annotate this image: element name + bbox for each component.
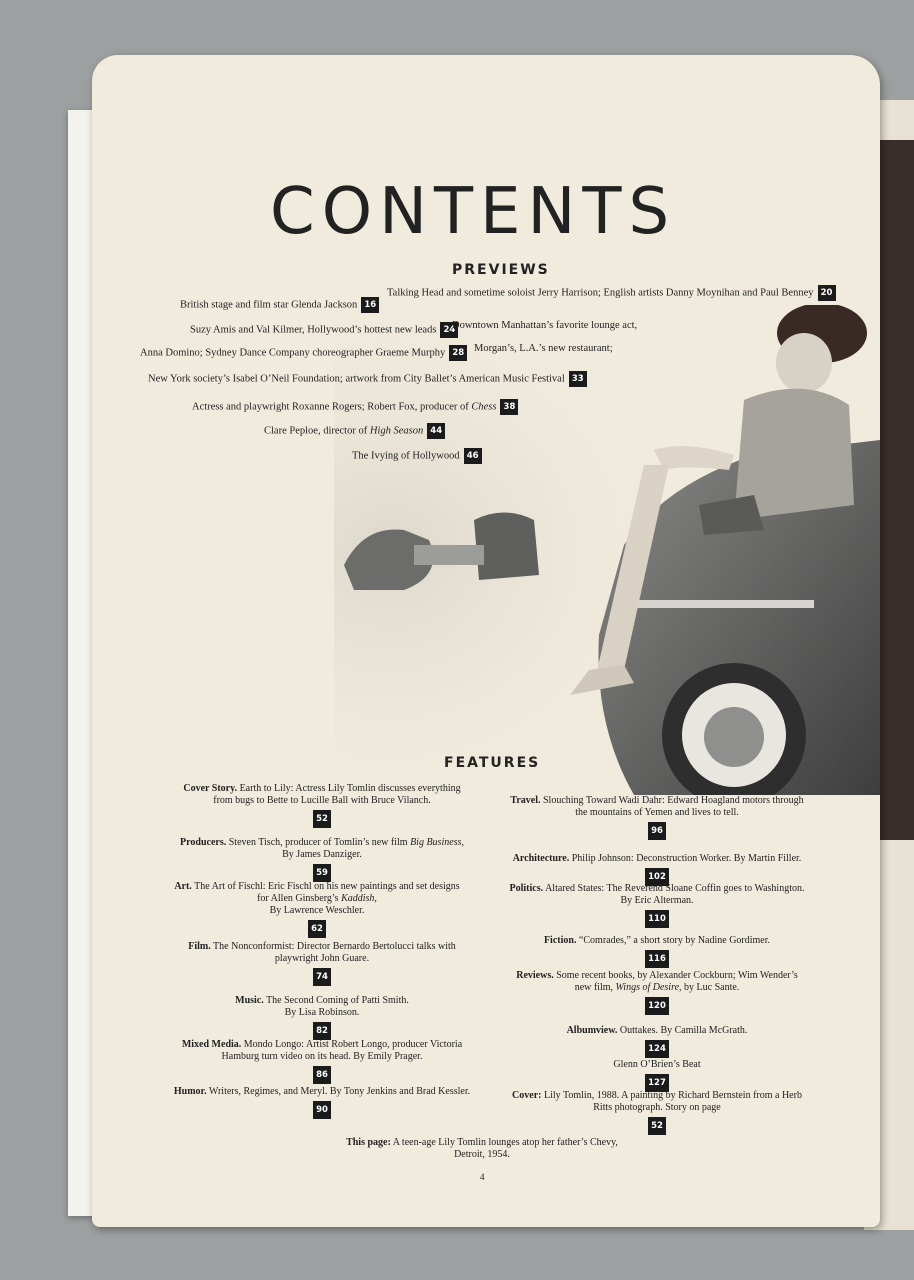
page-number-badge: 38: [500, 399, 518, 415]
preview-item: Suzy Amis and Val Kilmer, Hollywood’s hottest new leads 24: [190, 322, 458, 338]
preview-item: The Ivying of Hollywood 46: [352, 448, 482, 464]
page-number-badge: 62: [308, 920, 326, 938]
preview-item: New York society’s Isabel O’Neil Foundation; artwork from City Ballet’s American Music Festival 33: [148, 371, 587, 387]
page-number-badge: 120: [645, 997, 669, 1015]
page-number-badge: 127: [645, 1074, 669, 1092]
preview-item: British stage and film star Glenda Jackson 16: [180, 297, 379, 313]
feature-item: Fiction. “Comrades,” a short story by Nadine Gordimer. 116: [492, 935, 822, 968]
preview-item: Anna Domino; Sydney Dance Company choreographer Graeme Murphy 28: [140, 345, 467, 361]
contents-page: [92, 55, 880, 1227]
feature-item: Glenn O’Brien’s Beat 127: [492, 1059, 822, 1092]
feature-item: Cover Story. Earth to Lily: Actress Lily Tomlin discusses everything from bugs to Bette to Lucille Ball with Bruce Vilanch. 52: [172, 783, 472, 828]
feature-item: Albumview. Outtakes. By Camilla McGrath. 124: [492, 1025, 822, 1058]
page-number-badge: 46: [464, 448, 482, 464]
page-number-badge: 96: [648, 822, 666, 840]
feature-item: Mixed Media. Mondo Longo: Artist Robert Longo, producer Victoria Hamburg turn video on its head. By Emily Prager. 86: [172, 1039, 472, 1084]
preview-item: Morgan’s, L.A.’s new restaurant;: [474, 343, 613, 354]
page-number-badge: 28: [449, 345, 467, 361]
feature-item: Humor. Writers, Regimes, and Meryl. By Tony Jenkins and Brad Kessler. 90: [162, 1086, 482, 1119]
page-number-badge: 124: [645, 1040, 669, 1058]
page-number-badge: 59: [313, 864, 331, 882]
page-title: CONTENTS: [270, 175, 677, 249]
feature-item: Politics. Altared States: The Reverend Sloane Coffin goes to Washington. By Eric Alterman. 110: [492, 883, 822, 928]
page-number-badge: 116: [645, 950, 669, 968]
feature-item: Producers. Steven Tisch, producer of Tomlin’s new film Big Business, By James Danziger. 59: [172, 837, 472, 882]
feature-item: Architecture. Philip Johnson: Deconstruction Worker. By Martin Filler. 102: [492, 853, 822, 886]
feature-item: Reviews. Some recent books, by Alexander Cockburn; Wim Wender’s new film, Wings of Desire, by Luc Sante. 120: [492, 970, 822, 1015]
preview-item: Talking Head and sometime soloist Jerry Harrison; English artists Danny Moynihan and Paul Benney 20: [387, 285, 836, 301]
page-number-badge: 20: [818, 285, 836, 301]
folio-number: 4: [480, 1172, 485, 1182]
feature-item: Film. The Nonconformist: Director Bernardo Bertolucci talks with playwright John Guare. 74: [172, 941, 472, 986]
page-number-badge: 33: [569, 371, 587, 387]
preview-item: Actress and playwright Roxanne Rogers; Robert Fox, producer of Chess 38: [192, 399, 518, 415]
adjacent-photo: [876, 140, 914, 840]
preview-item: Downtown Manhattan’s favorite lounge act,: [452, 320, 638, 331]
previews-heading: PREVIEWS: [452, 262, 550, 278]
page-number-badge: 90: [313, 1101, 331, 1119]
page-number-badge: 16: [361, 297, 379, 313]
page-number-badge: 86: [313, 1066, 331, 1084]
preview-item: Clare Peploe, director of High Season 44: [264, 423, 445, 439]
page-number-badge: 44: [427, 423, 445, 439]
page-number-badge: 52: [313, 810, 331, 828]
feature-item: Travel. Slouching Toward Wadi Dahr: Edward Hoagland motors through the mountains of Yemen and lives to tell. 96: [492, 795, 822, 840]
page-number-badge: 82: [313, 1022, 331, 1040]
feature-item: Cover: Lily Tomlin, 1988. A painting by Richard Bernstein from a Herb Ritts photograph. Story on page 52: [492, 1090, 822, 1135]
feature-item: Music. The Second Coming of Patti Smith. By Lisa Robinson. 82: [172, 995, 472, 1040]
photo-caption: This page: A teen-age Lily Tomlin lounges atop her father’s Chevy, Detroit, 1954.: [346, 1137, 618, 1160]
page-number-badge: 102: [645, 868, 669, 886]
features-heading: FEATURES: [444, 755, 541, 771]
page-number-badge: 52: [648, 1117, 666, 1135]
page-number-badge: 110: [645, 910, 669, 928]
page-number-badge: 74: [313, 968, 331, 986]
page-number-badge: 24: [440, 322, 458, 338]
feature-item: Art. The Art of Fischl: Eric Fischl on his new paintings and set designs for Allen Ginsberg’s Kaddish, By Lawrence Weschler. 62: [162, 881, 472, 938]
